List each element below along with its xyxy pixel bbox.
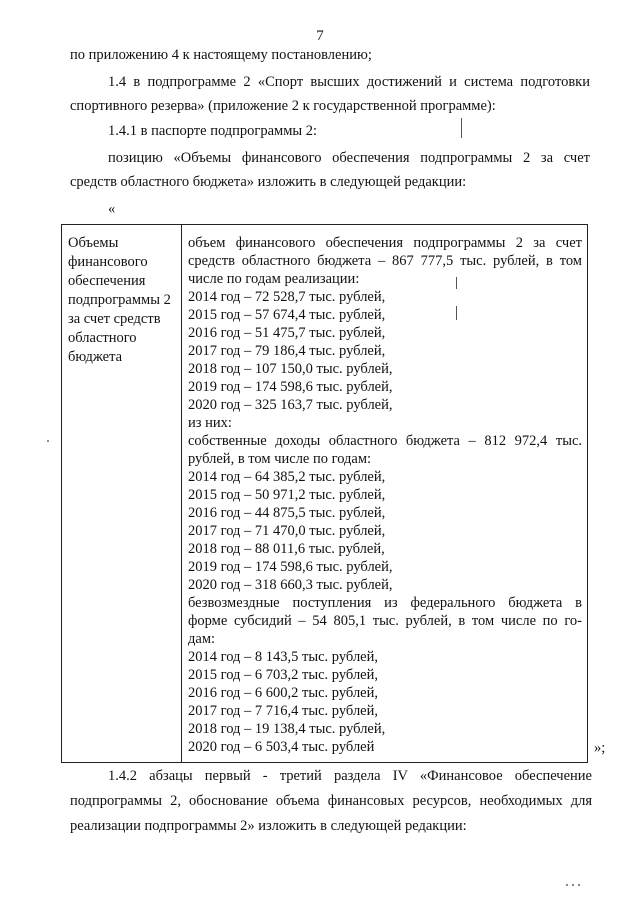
content-line: собственные доходы областного бюджета – 812 972,4 тыс. [188, 433, 582, 449]
content-line: из них: [188, 415, 232, 431]
content-line: 2018 год – 107 150,0 тыс. рублей, [188, 361, 393, 377]
paragraph-section-iv: 1.4.2 абзацы первый - третий раздела IV «Финансовое обеспечение подпрограммы 2, обоснование объема финансовых ресурсов, необходимых для реализации подпрограммы 2» изложить в следующей редакции: [70, 768, 592, 834]
paragraph-appendix-ref: по приложению 4 к настоящему постановлению; [70, 47, 372, 63]
closing-quote: »; [594, 740, 606, 756]
content-line: форме субсидий – 54 805,1 тыс. рублей, в том числе по го- [188, 613, 582, 629]
content-line: 2019 год – 174 598,6 тыс. рублей, [188, 559, 393, 575]
content-line: 2017 год – 7 716,4 тыс. рублей, [188, 703, 379, 719]
content-line: 2018 год – 19 138,4 тыс. рублей, [188, 721, 386, 737]
scan-dot [572, 884, 574, 886]
paragraph-passport: 1.4.1 в паспорте подпрограммы 2: [108, 123, 318, 139]
content-line: числе по годам реализации: [188, 271, 360, 287]
opening-quote: « [108, 201, 116, 217]
content-line: 2014 год – 8 143,5 тыс. рублей, [188, 649, 379, 665]
content-line: 2020 год – 318 660,3 тыс. рублей, [188, 577, 393, 593]
content-line: 2020 год – 325 163,7 тыс. рублей, [188, 397, 393, 413]
content-line: 2016 год – 51 475,7 тыс. рублей, [188, 325, 386, 341]
label-line: за счет средств [68, 311, 161, 327]
content-line: 2019 год – 174 598,6 тыс. рублей, [188, 379, 393, 395]
label-line: финансового [68, 254, 148, 270]
content-line: 2014 год – 72 528,7 тыс. рублей, [188, 289, 386, 305]
content-line: 2016 год – 44 875,5 тыс. рублей, [188, 505, 386, 521]
scan-dot [578, 884, 580, 886]
content-line: 2017 год – 79 186,4 тыс. рублей, [188, 343, 386, 359]
content-line: 2015 год – 6 703,2 тыс. рублей, [188, 667, 379, 683]
content-line: 2015 год – 50 971,2 тыс. рублей, [188, 487, 386, 503]
content-line: дам: [188, 631, 216, 647]
content-line: средств областного бюджета – 867 777,5 тыс. рублей, в том [188, 253, 582, 269]
table-cell-content [182, 225, 588, 763]
content-line: рублей, в том числе по годам: [188, 451, 372, 467]
content-line: 2020 год – 6 503,4 тыс. рублей [188, 739, 375, 755]
label-line: областного [68, 330, 137, 346]
paragraph-subprogram-2: 1.4 в подпрограмме 2 «Спорт высших достижений и система подготовки спортивного резерва» (приложение 2 к государственной программе): [70, 74, 590, 114]
table-cell-label [62, 225, 182, 763]
label-line: подпрограммы 2 [68, 292, 171, 308]
label-line: обеспечения [68, 273, 146, 289]
label-line: Объемы [68, 235, 119, 251]
scan-mark [461, 118, 462, 138]
scan-mark [456, 277, 457, 289]
paragraph-position: позицию «Объемы финансового обеспечения подпрограммы 2 за счет средств областного бюджета» изложить в следующей редакции: [70, 150, 590, 190]
content-line: 2014 год – 64 385,2 тыс. рублей, [188, 469, 386, 485]
scan-dot [566, 884, 568, 886]
scan-dot [47, 440, 49, 442]
content-line: объем финансового обеспечения подпрограммы 2 за счет [188, 235, 582, 251]
financing-table [61, 224, 588, 763]
content-line: 2016 год – 6 600,2 тыс. рублей, [188, 685, 379, 701]
table-row [62, 225, 588, 763]
content-line: 2018 год – 88 011,6 тыс. рублей, [188, 541, 385, 557]
scan-mark [456, 306, 457, 320]
page-number: 7 [316, 28, 324, 44]
content-line: 2015 год – 57 674,4 тыс. рублей, [188, 307, 386, 323]
content-line: безвозмездные поступления из федерального бюджета в [188, 595, 582, 611]
content-line: 2017 год – 71 470,0 тыс. рублей, [188, 523, 386, 539]
label-line: бюджета [68, 349, 123, 365]
